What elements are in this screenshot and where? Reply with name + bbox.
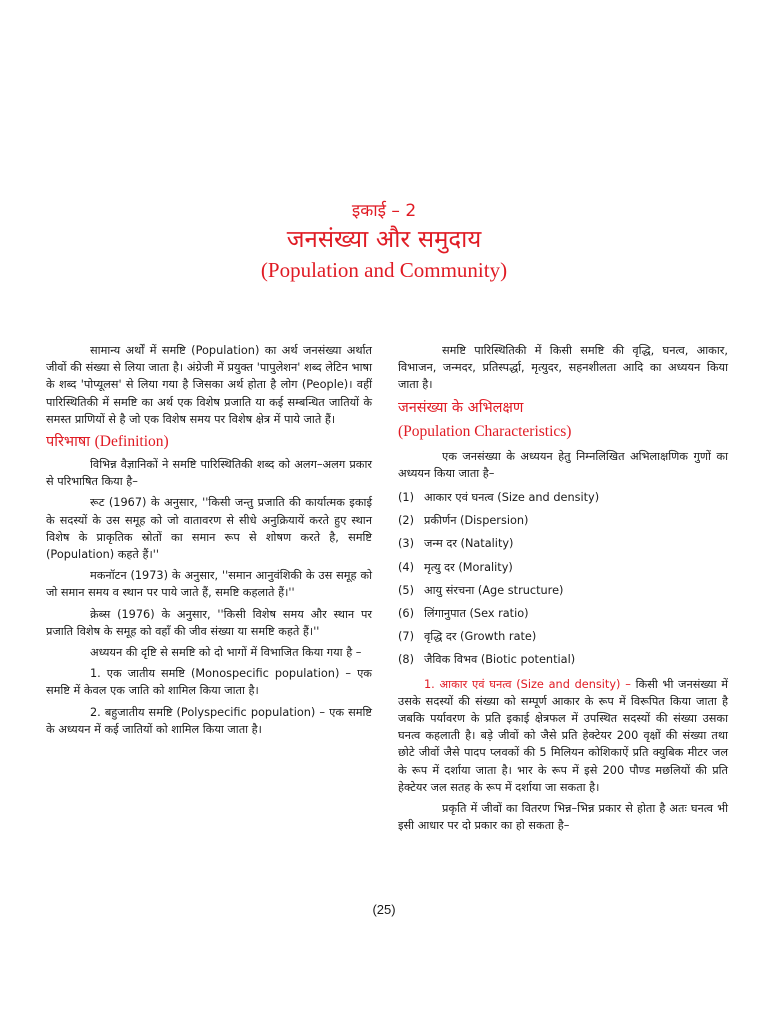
chapter-header: [0, 200, 768, 284]
left-column: [46, 342, 372, 742]
unit-label: इकाई – 2: [351, 201, 417, 221]
list-item: (1) आकार एवं घनत्व (Size and density): [398, 491, 600, 504]
page-number: (25): [372, 902, 396, 917]
list-item: (8) जैविक विभव (Biotic potential): [398, 653, 576, 667]
definition-heading-english: (Definition): [94, 433, 169, 451]
characteristics-heading-english: (Population Characteristics): [398, 422, 572, 440]
definition-macnaughton: मकनॉटन (1973) के अनुसार, ''समान आनुवंशिकी के उस समूह को जो समान समय व स्थान पर पाये जाते हैं, समष्टि कहलाते हैं।'': [46, 569, 372, 600]
list-item: (5) आयु संरचना (Age structure): [398, 583, 564, 597]
list-item: (4) मृत्यु दर (Morality): [398, 560, 513, 574]
intro-paragraph: सामान्य अर्थों में समष्टि (Population) का अर्थ जनसंख्या अर्थात जीवों की संख्या से लिया जाता है। अंग्रेजी में प्रयुक्त 'पापुलेशन' शब्द लेटिन भाषा के शब्द 'पोप्यूलस' से लिया गया है जिसका अर्थ होता है लोग (People)। वहीं पारिस्थितिकी में समष्टि का अर्थ एक विशेष प्रजाति या कई सम्बन्धित जातियों के समस्त प्राणियों से है जो एक विशेष समय पर विशेष क्षेत्र में पाये जाते हैं।: [46, 344, 372, 426]
size-density-text: किसी भी जनसंख्या में उसके सदस्यों की संख्या को सम्पूर्ण आकार के रूप में विरूपित किया जाता है जबकि पर्यावरण के प्रति इकाई क्षेत्रफल में उपस्थित सदस्यों की संख्या उसका घनत्व कहलाती है। बड़े जीवों को जैसे प्रति हेक्टेयर 200 वृक्षों की संख्या तथा छोटे जीवों जैसे पादप प्लवकों की 5 मिलियन कोशिकाऐं प्रति क्युबिक मीटर जल के रूप में दर्शाया जाता है। भार के रूप में इसे 200 पौण्ड मछलियों की प्रति हेक्टेयर जल सतह के रूप में दर्शाया जा सकता है।: [398, 677, 728, 794]
ecology-intro: समष्टि पारिस्थितिकी में किसी समष्टि की वृद्धि, घनत्व, आकार, विभाजन, जन्मदर, प्रतिस्पर्द्धा, मृत्युदर, सहनशीलता आदि का अध्ययन किया जाता है।: [398, 344, 728, 392]
size-density-paragraph: [398, 676, 728, 796]
definition-root: रूट (1967) के अनुसार, ''किसी जन्तु प्रजाति की कार्यात्मक इकाई के सदस्यों के उस समूह को जो वातावरण से सीधे अनुक्रियायें करते हुए स्थान विशेष के प्राकृतिक स्रोतों का समान रूप से शोषण करते है, समष्टि (Population) कहते हैं।'': [46, 496, 372, 562]
list-item: (7) वृद्धि दर (Growth rate): [398, 630, 537, 644]
characteristics-heading-hindi: जनसंख्या के अभिलक्षण: [398, 399, 524, 416]
definition-heading: [46, 432, 372, 452]
monospecific-population: 1. एक जातीय समष्टि (Monospecific population) – एक समष्टि में केवल एक जाति को शामिल किया जाता है।: [46, 667, 372, 698]
list-item: (6) लिंगानुपात (Sex ratio): [398, 606, 529, 620]
definition-heading-hindi: परिभाषा: [46, 434, 91, 451]
chapter-title-english: (Population and Community): [260, 258, 508, 282]
chapter-title-hindi: जनसंख्या और समुदाय: [286, 225, 482, 253]
study-division: अध्ययन की दृष्टि से समष्टि को दो भागों में विभाजित किया गया है –: [90, 646, 362, 660]
list-item: (2) प्रकीर्णन (Dispersion): [398, 514, 529, 528]
characteristics-intro: एक जनसंख्या के अध्ययन हेतु निम्नलिखित अभिलाक्षणिक गुणों का अध्ययन किया जाता है–: [398, 449, 728, 480]
definition-krebs: क्रेब्स (1976) के अनुसार, ''किसी विशेष समय और स्थान पर प्रजाति विशेष के समूह को वहाँ की जीव संख्या या समष्टि कहते हैं।'': [46, 607, 372, 638]
right-column: [398, 342, 728, 838]
characteristics-list: [398, 486, 728, 672]
definition-intro: विभिन्न वैज्ञानिकों ने समष्टि पारिस्थितिकी शब्द को अलग–अलग प्रकार से परिभाषित किया है–: [46, 458, 372, 489]
polyspecific-population: 2. बहुजातीय समष्टि (Polyspecific population) – एक समष्टि के अध्ययन में कई जातियों को शामिल किया जाता है।: [46, 705, 372, 736]
size-density-label: 1. आकार एवं घनत्व (Size and density) –: [424, 677, 631, 691]
distribution-paragraph: प्रकृति में जीवों का वितरण भिन्न–भिन्न प्रकार से होता है अतः घनत्व भी इसी आधार पर दो प्रकार का हो सकता है–: [398, 801, 728, 833]
list-item: (3) जन्म दर (Natality): [398, 537, 514, 551]
